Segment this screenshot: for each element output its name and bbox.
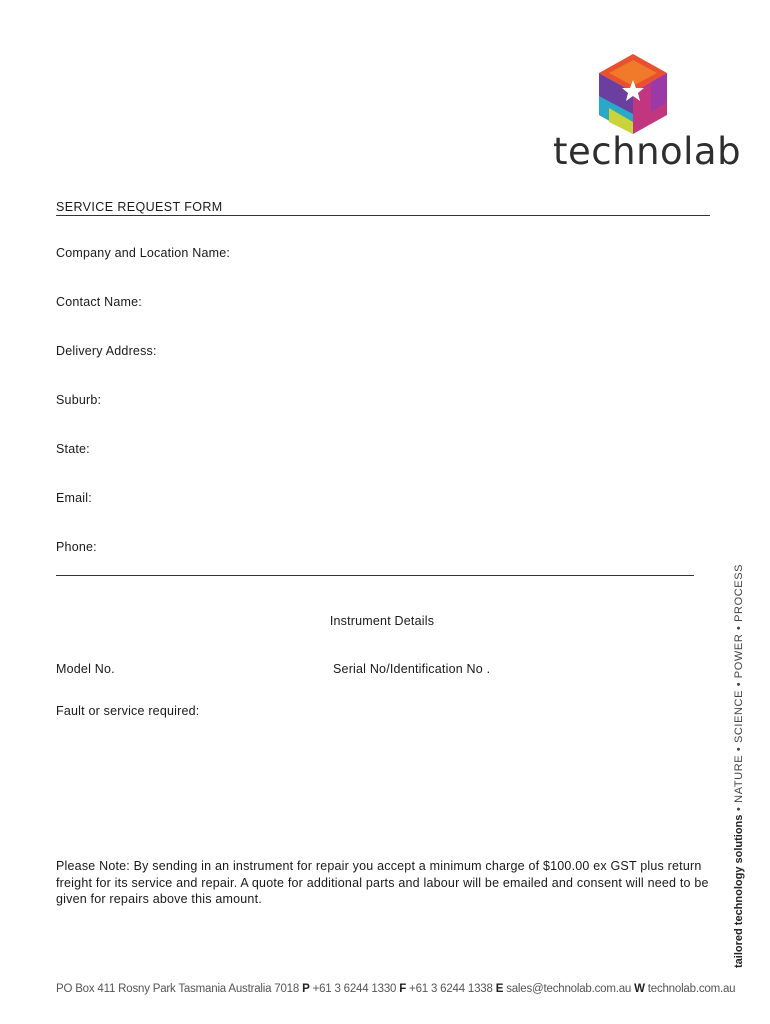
footer-phone: +61 3 6244 1330 [312,983,397,995]
footer-web-letter: W [634,983,645,995]
field-company-location: Company and Location Name: [56,246,231,260]
field-delivery-address: Delivery Address: [56,344,157,358]
field-fault-service: Fault or service required: [56,704,200,718]
field-serial-no: Serial No/Identification No . [333,662,491,676]
vertical-tagline [733,564,745,968]
field-phone: Phone: [56,540,97,554]
field-email: Email: [56,491,92,505]
field-state: State: [56,442,90,456]
field-suburb: Suburb: [56,393,102,407]
repair-charge-note: Please Note: By sending in an instrument for repair you accept a minimum charge of $100.00 ex GST plus return freight for its service and repair. A quote for additional parts and labour will be emailed and consent will need to be given for repairs above this amount. [56,859,709,906]
brand-name: technolab [553,130,742,173]
footer-email: sales@technolab.com.au [506,983,632,995]
form-title: SERVICE REQUEST FORM [56,200,710,216]
footer-fax-letter: F [399,983,407,995]
section-divider [56,575,694,576]
footer-address: PO Box 411 Rosny Park Tasmania Australia 7018 [56,983,300,995]
field-model-no: Model No. [56,662,115,676]
footer-email-letter: E [495,983,504,995]
brand-logo [553,52,742,176]
tagline-rest: • NATURE • SCIENCE • POWER • PROCESS [733,563,745,811]
footer-phone-letter: P [302,983,310,995]
footer-contact [56,983,736,995]
tagline-lead: tailored technology solutions [733,814,745,968]
footer-fax: +61 3 6244 1338 [409,983,493,995]
instrument-details-title: Instrument Details [329,614,435,628]
technolab-hexagon-star-logo [595,52,671,136]
field-contact-name: Contact Name: [56,295,142,309]
footer-web: technolab.com.au [647,983,736,995]
